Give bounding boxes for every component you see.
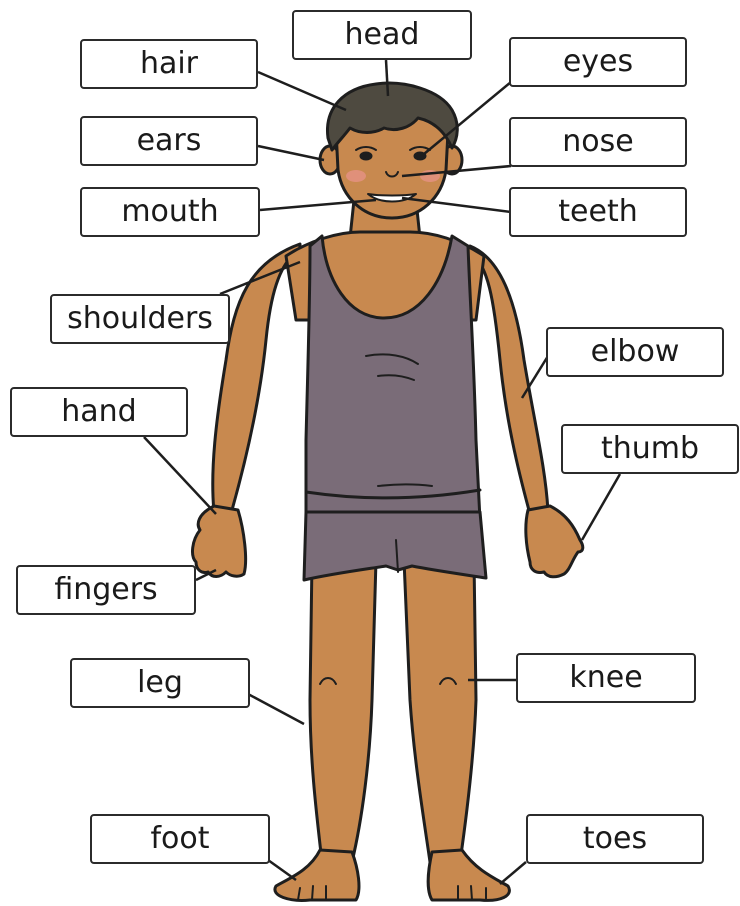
label-leg: leg <box>70 658 250 708</box>
left-arm <box>213 244 300 512</box>
label-fingers: fingers <box>16 565 196 615</box>
right-hand <box>526 506 583 577</box>
label-eyes: eyes <box>509 37 687 87</box>
label-thumb: thumb <box>561 424 739 474</box>
label-knee: knee <box>516 653 696 703</box>
label-toes: toes <box>526 814 704 864</box>
line-toes <box>500 862 526 884</box>
label-ears: ears <box>80 116 258 166</box>
label-teeth: teeth <box>509 187 687 237</box>
right-leg <box>404 560 476 862</box>
line-hair <box>258 72 346 110</box>
right-eye <box>415 153 425 159</box>
line-thumb <box>582 474 620 540</box>
label-head: head <box>292 10 472 60</box>
label-mouth: mouth <box>80 187 260 237</box>
line-leg <box>248 694 304 724</box>
left-hand <box>193 506 246 577</box>
label-hand: hand <box>10 387 188 437</box>
left-leg <box>310 560 376 862</box>
left-eye <box>361 153 371 159</box>
label-hair: hair <box>80 39 258 89</box>
line-hand <box>144 437 216 514</box>
underpants <box>304 512 486 580</box>
right-foot <box>428 850 509 900</box>
label-nose: nose <box>509 117 687 167</box>
line-ears <box>258 146 324 160</box>
label-foot: foot <box>90 814 270 864</box>
label-shoulders: shoulders <box>50 294 230 344</box>
line-foot <box>268 860 296 880</box>
label-elbow: elbow <box>546 327 724 377</box>
